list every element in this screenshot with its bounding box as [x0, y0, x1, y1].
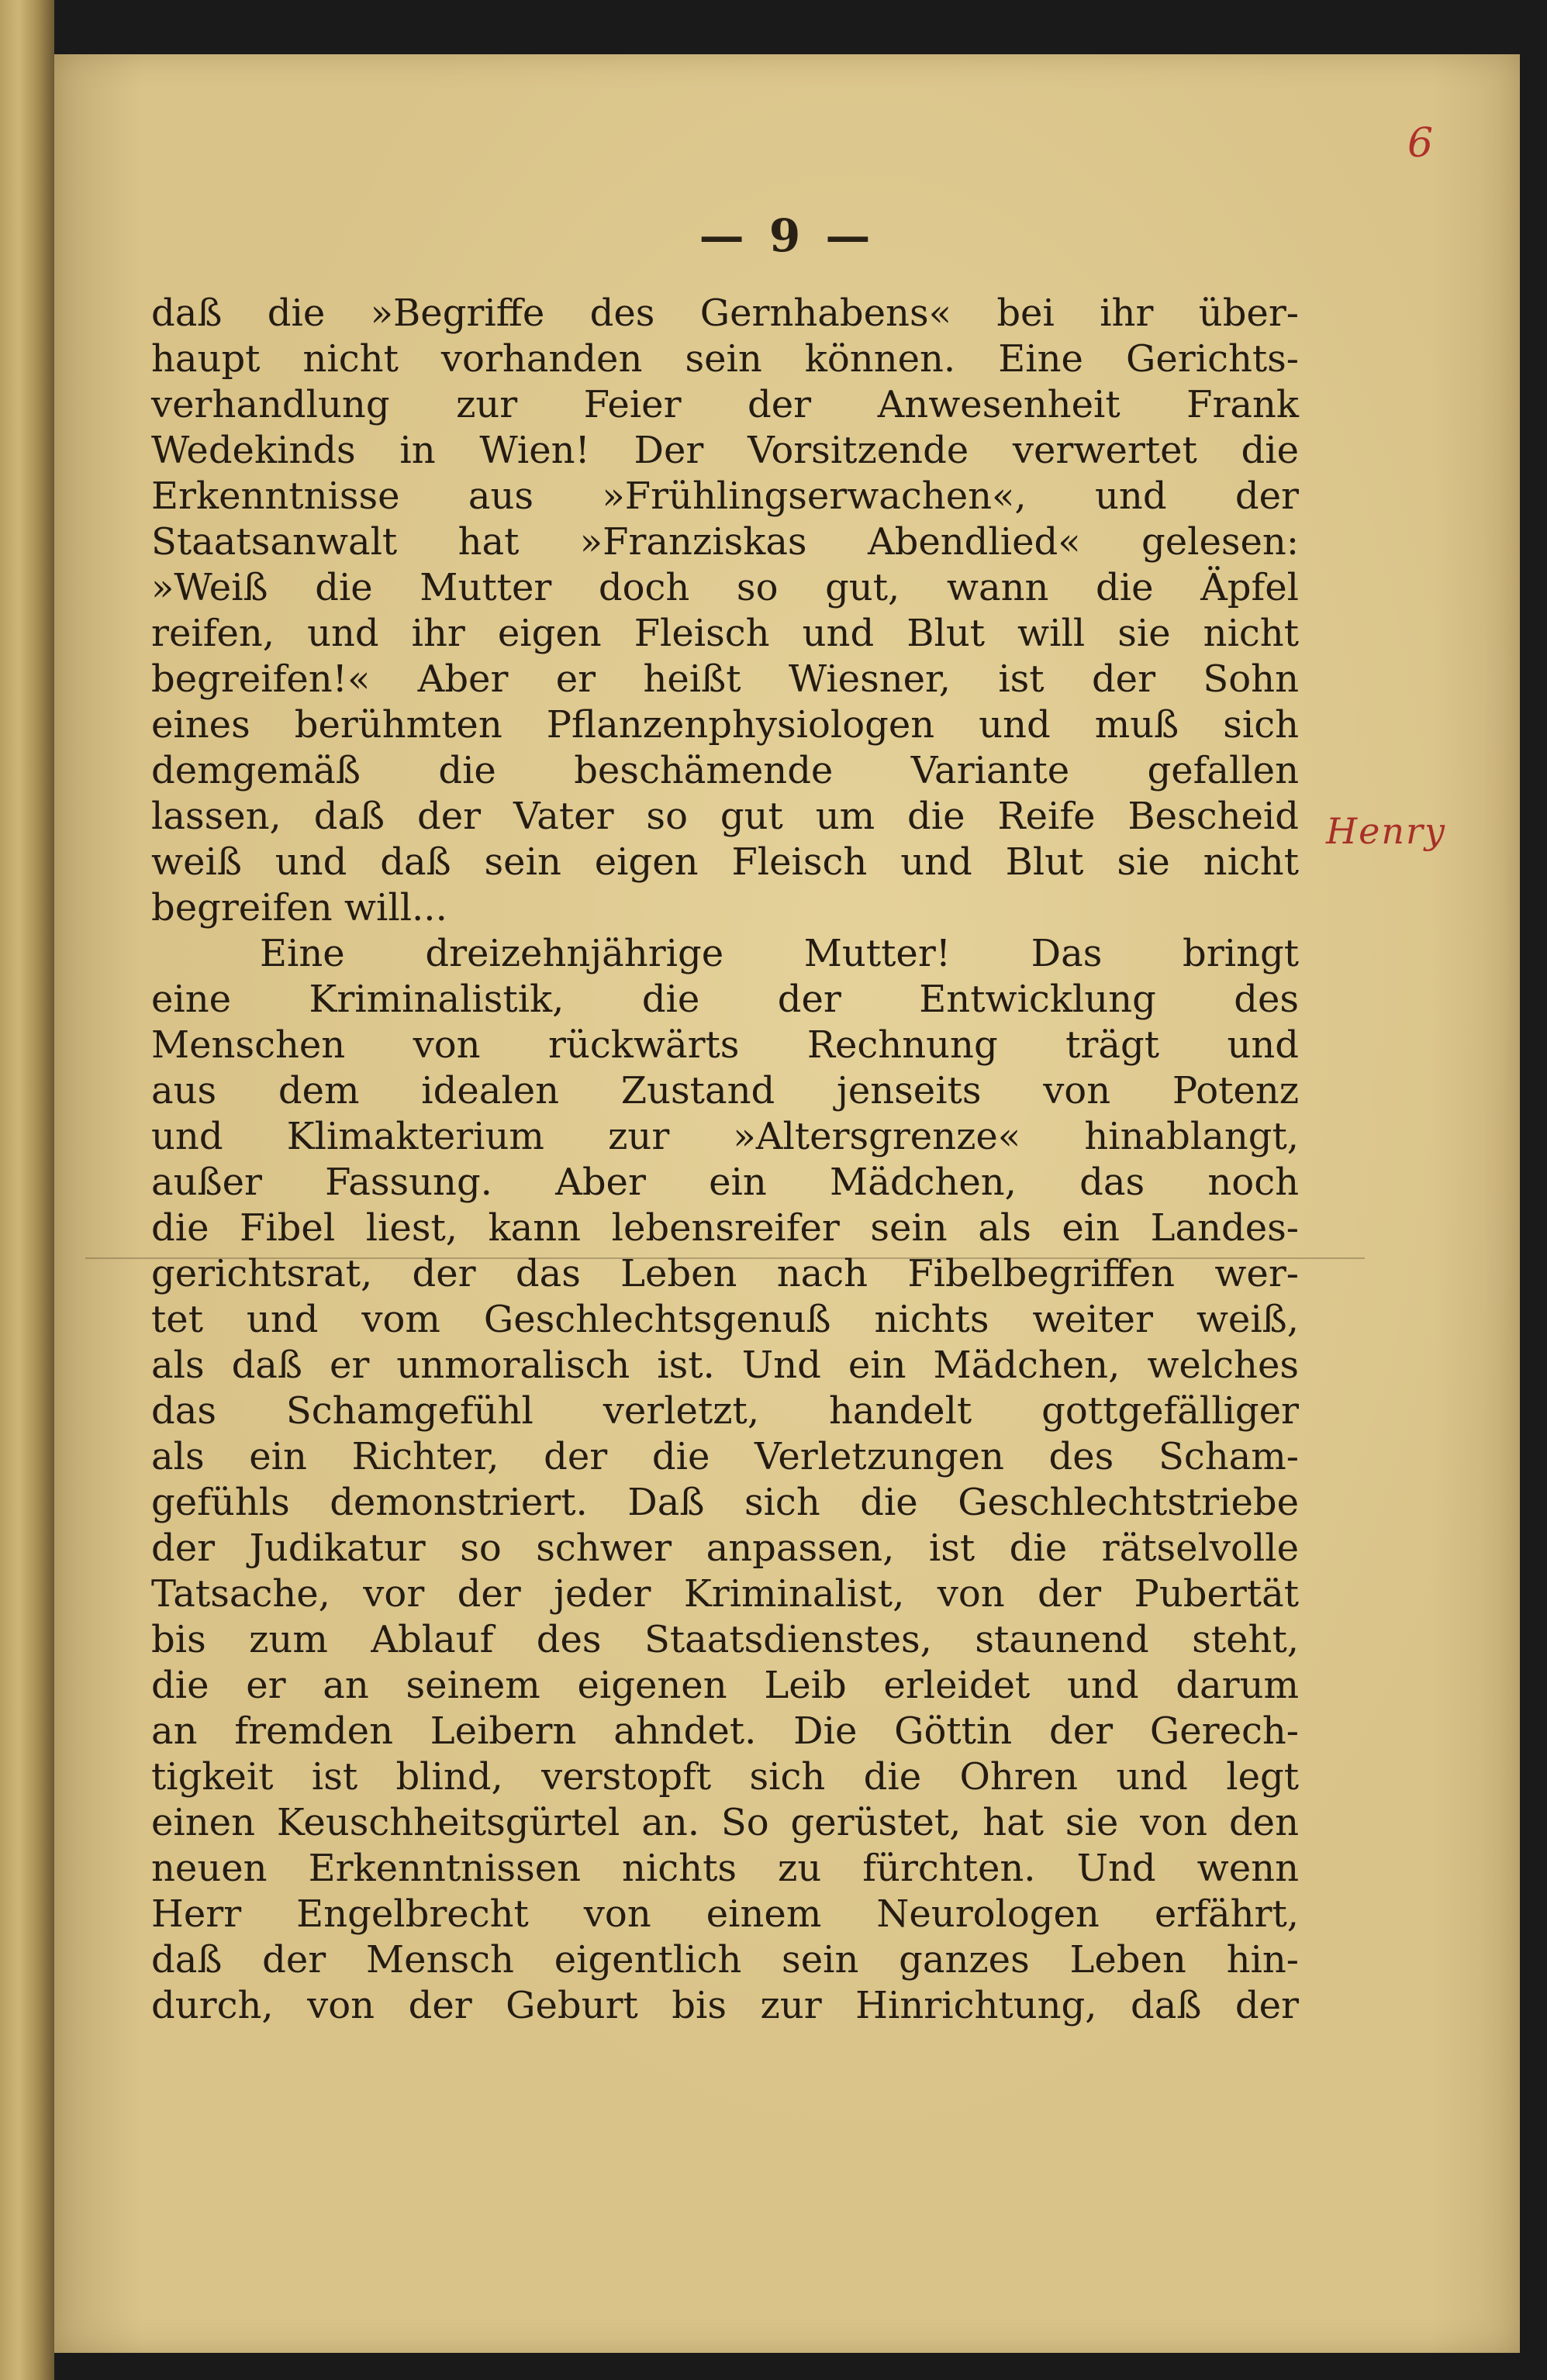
- handwritten-margin-note: Henry: [1326, 810, 1446, 852]
- text-line: »Weiß die Mutter doch so gut, wann die Äpfel: [151, 566, 1299, 609]
- text-line: Herr Engelbrecht von einem Neurologen erfährt,: [151, 1892, 1299, 1936]
- text-line: eine Kriminalistik, die der Entwicklung des: [151, 978, 1299, 1021]
- book-spine: [0, 0, 54, 2380]
- body-text: [151, 291, 1299, 2029]
- text-line: begreifen will...: [151, 886, 447, 930]
- text-line: tigkeit ist blind, verstopft sich die Ohren und legt: [151, 1755, 1299, 1799]
- text-line: an fremden Leibern ahndet. Die Göttin der Gerech-: [151, 1709, 1299, 1753]
- text-line: Erkenntnisse aus »Frühlingserwachen«, und der: [151, 474, 1299, 518]
- text-line: eines berühmten Pflanzenphysiologen und muß sich: [151, 703, 1299, 747]
- text-line: Eine dreizehnjährige Mutter! Das bringt: [260, 932, 1299, 975]
- text-line: neuen Erkenntnissen nichts zu fürchten. Und wenn: [151, 1847, 1299, 1890]
- text-line: gerichtsrat, der das Leben nach Fibelbegriffen wer-: [151, 1252, 1299, 1295]
- text-line: tet und vom Geschlechtsgenuß nichts weiter weiß,: [151, 1298, 1299, 1341]
- text-line: reifen, und ihr eigen Fleisch und Blut will sie nicht: [151, 612, 1299, 655]
- page-folio: — 9 —: [699, 209, 875, 262]
- text-line: demgemäß die beschämende Variante gefallen: [151, 749, 1299, 792]
- text-line: haupt nicht vorhanden sein können. Eine Gerichts-: [151, 337, 1299, 381]
- text-line: Tatsache, vor der jeder Kriminalist, von der Pubertät: [151, 1572, 1299, 1616]
- text-line: weiß und daß sein eigen Fleisch und Blut sie nicht: [151, 840, 1299, 884]
- text-line: das Schamgefühl verletzt, handelt gottgefälliger: [151, 1389, 1299, 1433]
- text-line: Menschen von rückwärts Rechnung trägt und: [151, 1023, 1299, 1067]
- text-line: begreifen!« Aber er heißt Wiesner, ist der Sohn: [151, 657, 1299, 701]
- text-line: lassen, daß der Vater so gut um die Reife Bescheid: [151, 795, 1299, 838]
- text-line: verhandlung zur Feier der Anwesenheit Frank: [151, 383, 1299, 426]
- text-line: als daß er unmoralisch ist. Und ein Mädchen, welches: [151, 1343, 1299, 1387]
- text-line: daß der Mensch eigentlich sein ganzes Leben hin-: [151, 1938, 1299, 1982]
- text-line: durch, von der Geburt bis zur Hinrichtung, daß der: [151, 1984, 1299, 2027]
- text-line: außer Fassung. Aber ein Mädchen, das noch: [151, 1161, 1299, 1204]
- text-line: bis zum Ablauf des Staatsdienstes, staunend steht,: [151, 1618, 1299, 1661]
- text-line: die Fibel liest, kann lebensreifer sein als ein Landes-: [151, 1206, 1299, 1250]
- text-line: daß die »Begriffe des Gernhabens« bei ihr über-: [151, 291, 1299, 335]
- text-line: einen Keuschheitsgürtel an. So gerüstet, hat sie von den: [151, 1801, 1299, 1844]
- text-line: gefühls demonstriert. Daß sich die Geschlechtstriebe: [151, 1481, 1299, 1524]
- text-line: als ein Richter, der die Verletzungen des Scham-: [151, 1435, 1299, 1478]
- archive-page-number: 6: [1407, 120, 1434, 167]
- text-line: der Judikatur so schwer anpassen, ist die rätselvolle: [151, 1526, 1299, 1570]
- text-line: aus dem idealen Zustand jenseits von Potenz: [151, 1069, 1299, 1112]
- text-line: Staatsanwalt hat »Franziskas Abendlied« gelesen:: [151, 520, 1299, 564]
- text-line: die er an seinem eigenen Leib erleidet und darum: [151, 1664, 1299, 1707]
- text-line: und Klimakterium zur »Altersgrenze« hinablangt,: [151, 1115, 1299, 1158]
- text-line: Wedekinds in Wien! Der Vorsitzende verwertet die: [151, 429, 1299, 472]
